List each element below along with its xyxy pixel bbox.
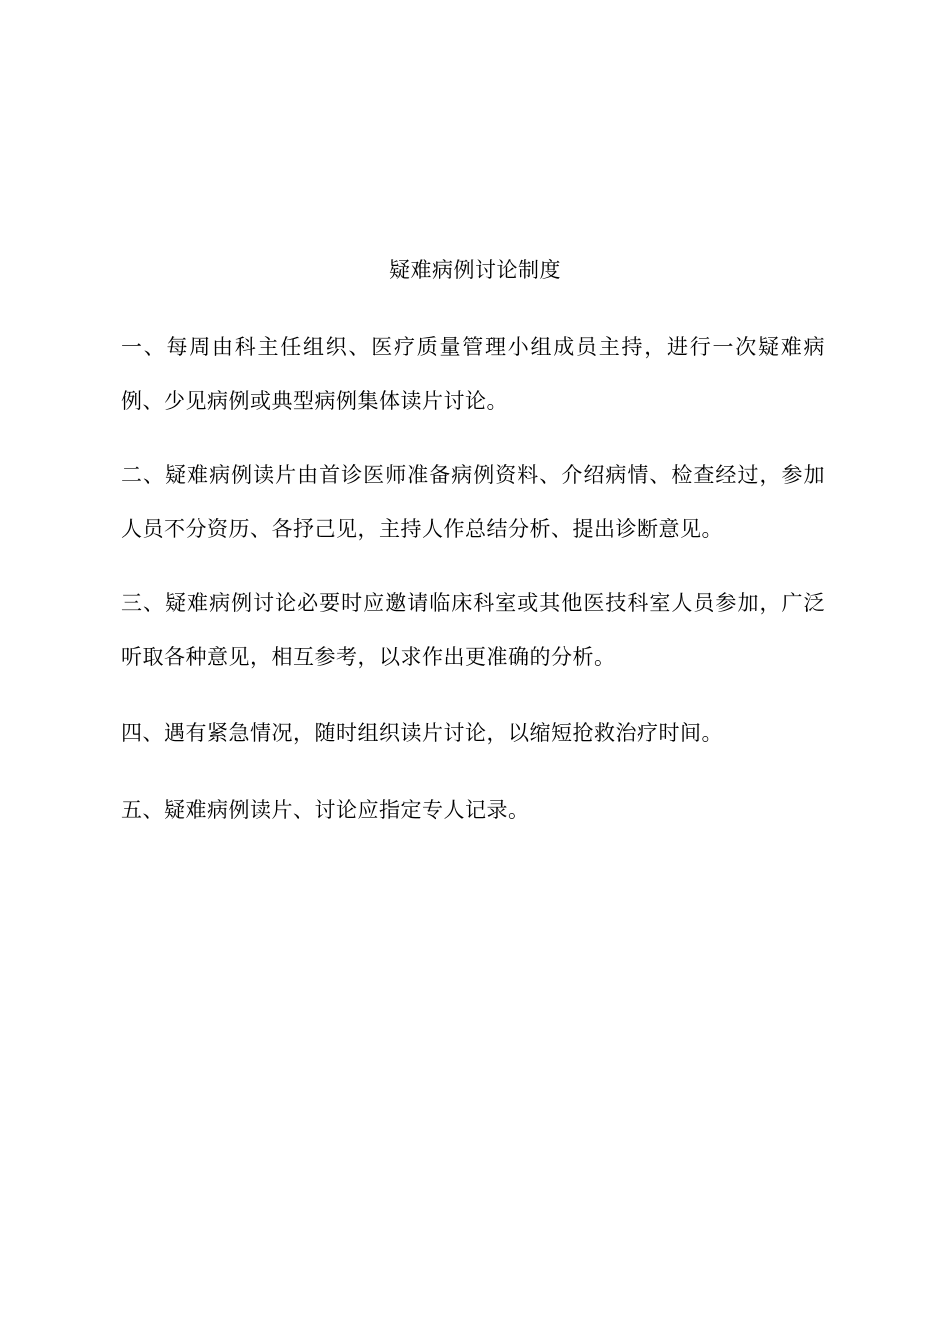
paragraph-1: 一、每周由科主任组织、医疗质量管理小组成员主持，进行一次疑难病例、少见病例或典型病例集体读片讨论。 <box>121 335 825 413</box>
paragraph-2: 二、疑难病例读片由首诊医师准备病例资料、介绍病情、检查经过，参加人员不分资历、各抒己见，主持人作总结分析、提出诊断意见。 <box>121 463 825 541</box>
paragraph-4: 四、遇有紧急情况，随时组织读片讨论，以缩短抢救治疗时间。 <box>121 721 723 745</box>
paragraph-3: 三、疑难病例讨论必要时应邀请临床科室或其他医技科室人员参加，广泛听取各种意见，相互参考，以求作出更准确的分析。 <box>121 591 825 669</box>
paragraph-5: 五、疑难病例读片、讨论应指定专人记录。 <box>121 798 530 822</box>
document-title: 疑难病例讨论制度 <box>389 258 561 282</box>
